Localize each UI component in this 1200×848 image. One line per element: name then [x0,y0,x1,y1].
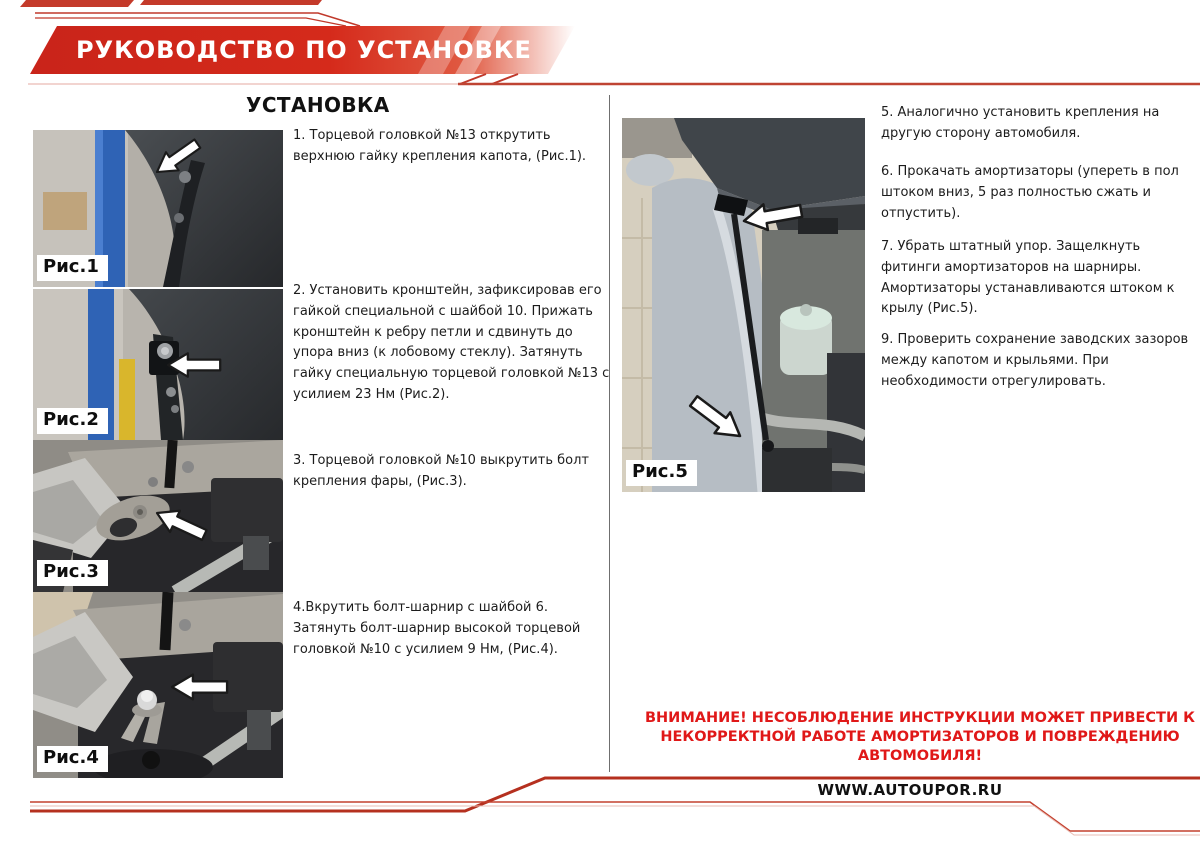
column-divider [609,95,610,772]
instruction-step-2: 2. Установить кронштейн, зафиксировав его гайкой специальной с шайбой 10. Прижать кронштейн к ребру петли и сдвинуть до упора вниз (к лобовому стеклу). Затянуть гайку специальную торцевой головкой №13 с усилием 23 Нм (Рис.2). [293,283,610,402]
instruction-step-4: 4.Вкрутить болт-шарнир с шайбой 6. Затянуть болт-шарнир высокой торцевой головкой №10 с усилием 9 Нм, (Рис.4). [293,600,581,657]
figure-1-label: Рис.1 [37,255,108,281]
instruction-step-1: 1. Торцевой головкой №13 открутить верхнюю гайку крепления капота, (Рис.1). [293,128,587,164]
instruction-step-7: 7. Убрать штатный упор. Защелкнуть фитинги амортизаторов на шарниры. Амортизаторы устанавливаются штоком к крылу (Рис.5). [881,239,1175,317]
header-corner-sliver [20,0,134,7]
strut-lower-ball [762,440,774,452]
engine-block [211,478,283,542]
page-title: РУКОВОДСТВО ПО УСТАНОВКЕ [76,36,532,64]
figure-3-label: Рис.3 [37,560,108,586]
yellow-post [119,359,135,440]
warning-text: ВНИМАНИЕ! НЕСОБЛЮДЕНИЕ ИНСТРУКЦИИ МОЖЕТ ПРИВЕСТИ К НЕКОРРЕКТНОЙ РАБОТЕ АМОРТИЗАТОРОВ И ПОВРЕЖДЕНИЮ АВТОМОБИЛЯ! [645,710,1195,764]
figure-5-illustration [622,118,865,492]
figure-1-photo [33,130,283,287]
instruction-step-5: 5. Аналогично установить крепления на другую сторону автомобиля. [881,105,1160,141]
side-mirror [626,154,674,186]
section-title: УСТАНОВКА [246,93,390,117]
header-outline-line [35,18,346,26]
figure-3-photo [33,440,283,592]
figure-5-photo [622,118,865,492]
footer-url: WWW.AUTOUPOR.RU [817,781,1003,799]
instruction-step-3: 3. Торцевой головкой №10 выкрутить болт крепления фары, (Рис.3). [293,453,589,489]
figure-4-label: Рис.4 [37,746,108,772]
figure-5-label: Рис.5 [626,460,697,486]
engine-block [213,642,283,712]
figure-2-photo [33,289,283,440]
figure-4-photo [33,592,283,778]
figure-2-label: Рис.2 [37,408,108,434]
banner-diagonal-line [492,74,518,84]
instruction-step-9: 9. Проверить сохранение заводских зазоров между капотом и крыльями. При необходимости отрегулировать. [881,332,1189,389]
instruction-step-6: 6. Прокачать амортизаторы (упереть в пол штоком вниз, 5 раз полностью сжать и отпустить). [881,164,1179,221]
footer-decoration [0,765,1200,848]
header-corner-sliver [140,0,322,5]
hinge-nut [179,171,191,183]
cardboard-box [43,192,87,230]
banner-diagonal-line [460,74,486,84]
